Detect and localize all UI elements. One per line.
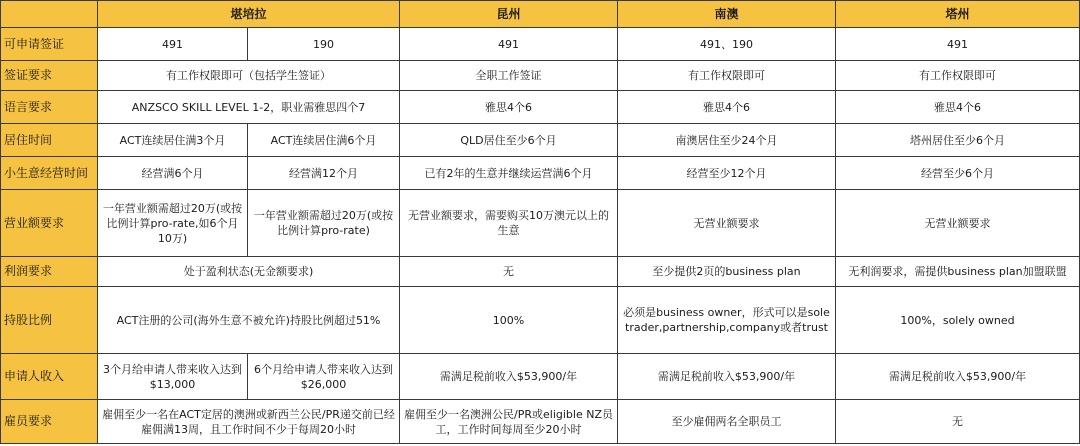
table-cell: 必须是business owner，形式可以是sole trader,partnership,company或者trust — [618, 287, 836, 354]
row-label: 利润要求 — [1, 257, 98, 287]
table-cell: 至少提供2页的business plan — [618, 257, 836, 287]
table-cell: 处于盈利状态(无金额要求) — [98, 257, 400, 287]
table-cell: 已有2年的生意并继续运营满6个月 — [400, 157, 618, 190]
table-cell: ACT连续居住满6个月 — [248, 124, 400, 157]
table-cell: 需满足税前收入$53,900/年 — [618, 354, 836, 400]
table-row — [1, 354, 1080, 400]
table-cell: 有工作权限即可 — [618, 61, 836, 91]
table-row — [1, 190, 1080, 257]
header-row — [1, 1, 1080, 28]
table-row — [1, 400, 1080, 444]
table-cell: 190 — [248, 28, 400, 61]
table-cell: 经营至少6个月 — [836, 157, 1080, 190]
table-cell: 100% — [400, 287, 618, 354]
table-cell: 经营满12个月 — [248, 157, 400, 190]
table-row — [1, 287, 1080, 354]
table-cell: 有工作权限即可 — [836, 61, 1080, 91]
row-label: 营业额要求 — [1, 190, 98, 257]
table-cell: 经营满6个月 — [98, 157, 248, 190]
table-cell: 无 — [836, 400, 1080, 444]
table-cell: 491 — [98, 28, 248, 61]
row-label: 申请人收入 — [1, 354, 98, 400]
table-row — [1, 91, 1080, 124]
table-cell: 6个月给申请人带来收入达到$26,000 — [248, 354, 400, 400]
table-cell: ACT连续居住满3个月 — [98, 124, 248, 157]
table-row — [1, 257, 1080, 287]
row-label: 可申请签证 — [1, 28, 98, 61]
table-cell: 无营业额要求，需要购买10万澳元以上的生意 — [400, 190, 618, 257]
table-cell: 491 — [836, 28, 1080, 61]
table-row — [1, 157, 1080, 190]
header-queensland: 昆州 — [400, 1, 618, 28]
row-label: 小生意经营时间 — [1, 157, 98, 190]
table-row — [1, 61, 1080, 91]
table-cell: 雅思4个6 — [836, 91, 1080, 124]
table-cell: 全职工作签证 — [400, 61, 618, 91]
table-cell: ACT注册的公司(海外生意不被允许)持股比例超过51% — [98, 287, 400, 354]
table-cell: QLD居住至少6个月 — [400, 124, 618, 157]
table-cell: 塔州居住至少6个月 — [836, 124, 1080, 157]
table-cell: 一年营业额需超过20万(或按比例计算pro-rate) — [248, 190, 400, 257]
table-cell: 南澳居住至少24个月 — [618, 124, 836, 157]
row-label: 居住时间 — [1, 124, 98, 157]
table-cell: 491、190 — [618, 28, 836, 61]
header-canberra: 堪培拉 — [98, 1, 400, 28]
table-cell: 需满足税前收入$53,900/年 — [400, 354, 618, 400]
corner-cell — [1, 1, 98, 28]
row-label: 持股比例 — [1, 287, 98, 354]
table-row — [1, 124, 1080, 157]
row-label: 签证要求 — [1, 61, 98, 91]
row-label: 雇员要求 — [1, 400, 98, 444]
table-cell: 需满足税前收入$53,900/年 — [836, 354, 1080, 400]
table-cell: 无营业额要求 — [618, 190, 836, 257]
table-cell: 无 — [400, 257, 618, 287]
table-cell: 雅思4个6 — [618, 91, 836, 124]
table-cell: 经营至少12个月 — [618, 157, 836, 190]
table-cell: 100%，solely owned — [836, 287, 1080, 354]
row-label: 语言要求 — [1, 91, 98, 124]
header-south-australia: 南澳 — [618, 1, 836, 28]
table-row — [1, 28, 1080, 61]
table-cell: 雇佣至少一名在ACT定居的澳洲或新西兰公民/PR递交前已经雇佣满13周，且工作时间不少于每周20小时 — [98, 400, 400, 444]
table-cell: ANZSCO SKILL LEVEL 1-2，职业需雅思四个7 — [98, 91, 400, 124]
table-cell: 雅思4个6 — [400, 91, 618, 124]
table-cell: 无利润要求，需提供business plan加盟联盟 — [836, 257, 1080, 287]
table-cell: 一年营业额需超过20万(或按比例计算pro-rate,如6个月10万) — [98, 190, 248, 257]
table-cell: 491 — [400, 28, 618, 61]
table-cell: 有工作权限即可（包括学生签证） — [98, 61, 400, 91]
table-cell: 无营业额要求 — [836, 190, 1080, 257]
table-cell: 3个月给申请人带来收入达到$13,000 — [98, 354, 248, 400]
table-cell: 雇佣至少一名澳洲公民/PR或eligible NZ员工，工作时间每周至少20小时 — [400, 400, 618, 444]
header-tasmania: 塔州 — [836, 1, 1080, 28]
table-cell: 至少雇佣两名全职员工 — [618, 400, 836, 444]
